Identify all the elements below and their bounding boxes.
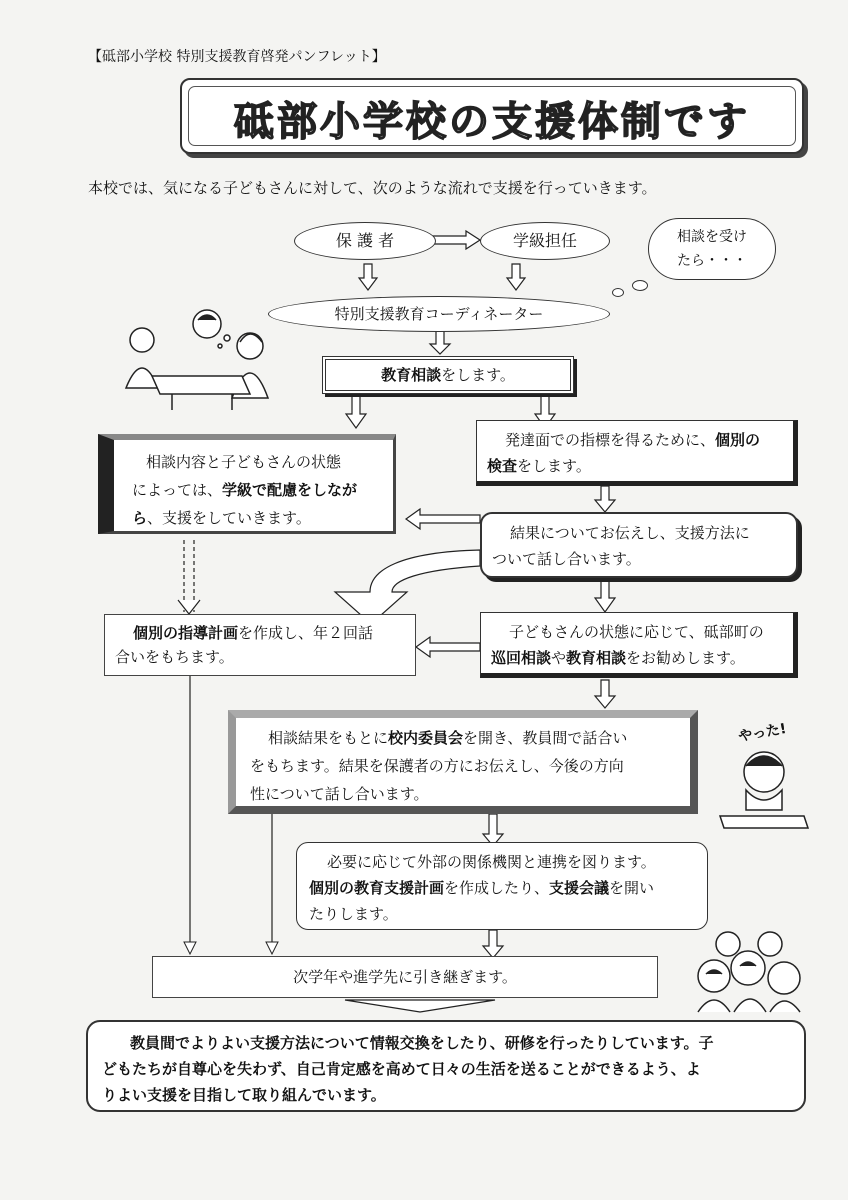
committee-bold: 校内委員会 [388, 729, 464, 747]
town-text: や [551, 649, 567, 667]
coordinator-node [268, 296, 610, 332]
consult-box [322, 356, 574, 394]
thought-bubble-dot [612, 288, 624, 297]
consultation-illustration [112, 308, 272, 414]
town-line-1: 子どもさんの状態に応じて、砥部町の [509, 623, 764, 641]
consult-text: をします。 [441, 366, 515, 384]
result-box [480, 512, 798, 578]
classroom-line-3: 、支援をしていきます。 [147, 509, 311, 527]
thought-cloud [648, 218, 776, 280]
external-bold-2: 支援会議 [549, 879, 610, 897]
children-illustration [688, 928, 814, 1014]
intro-text: 本校では、気になる子どもさんに対して、次のような流れで支援を行っていきます。 [88, 179, 657, 197]
plan-bold: 個別の指導計画 [133, 624, 239, 642]
guidance-plan-box [104, 614, 416, 676]
homeroom-label: 学級担任 [512, 231, 577, 250]
committee-line-2: をもちます。結果を保護者の方にお伝えし、今後の方向 [250, 757, 624, 775]
thought-line-2: たら・・・ [677, 253, 747, 269]
town-consult-box [480, 612, 798, 678]
external-text: を作成したり、 [444, 879, 550, 897]
thought-bubble-dot [632, 280, 648, 291]
result-line-2: ついて話し合います。 [492, 550, 641, 568]
classroom-bold: 学級で配慮をしなが [222, 481, 358, 499]
guardian-label: 保 護 者 [335, 231, 395, 250]
town-text-2: をお勧めします。 [626, 649, 745, 667]
coordinator-label: 特別支援教育コーディネーター [334, 305, 544, 323]
classroom-line-1: 相談内容と子どもさんの状態 [146, 453, 342, 471]
classroom-text: によっては、 [132, 481, 223, 499]
assessment-bold-2: 検査 [487, 457, 518, 475]
page-title: 砥部小学校の支援体制です [234, 99, 750, 145]
footer-line-3: りよい支援を目指して取り組んでいます。 [102, 1086, 386, 1104]
handover-box [152, 956, 658, 998]
result-line-1: 結果についてお伝えし、支援方法に [510, 524, 750, 542]
committee-text-2: を開き、教員間で話合い [463, 729, 628, 747]
external-text-2: を開い [609, 879, 655, 897]
footer-line-2: どもたちが自尊心を失わず、自己肯定感を高めて日々の生活を送ることができるよう、よ [102, 1060, 701, 1078]
assessment-text-2: をします。 [517, 457, 591, 475]
footer-box [86, 1020, 806, 1112]
external-bold-1: 個別の教育支援計画 [309, 879, 445, 897]
guardian-node [294, 222, 436, 260]
committee-box [228, 710, 698, 814]
header-note: 【砥部小学校 特別支援教育啓発パンフレット】 [88, 49, 386, 65]
consult-bold: 教育相談 [381, 366, 442, 384]
handover-label: 次学年や進学先に引き継ぎます。 [293, 968, 517, 986]
classroom-support-box [98, 434, 396, 534]
plan-line-2: 合いをもちます。 [115, 648, 234, 666]
external-line-3: たりします。 [309, 905, 398, 923]
external-agency-box [296, 842, 708, 930]
assessment-text: 発達面での指標を得るために、 [505, 431, 716, 449]
yatta-text: やった! [737, 720, 788, 746]
town-bold-2: 教育相談 [566, 649, 627, 667]
committee-text: 相談結果をもとに [268, 729, 389, 747]
assessment-bold: 個別の [715, 431, 761, 449]
homeroom-node [480, 222, 610, 260]
classroom-bold-2: ら [132, 509, 148, 527]
assessment-box [476, 420, 798, 486]
footer-line-1: 教員間でよりよい支援方法について情報交換をしたり、研修を行ったりしています。子 [130, 1034, 714, 1052]
town-bold-1: 巡回相談 [491, 649, 552, 667]
external-line-1: 必要に応じて外部の関係機関と連携を図ります。 [327, 853, 656, 871]
plan-text: を作成し、年２回話 [238, 624, 374, 642]
thought-line-1: 相談を受け [677, 229, 747, 245]
committee-line-3: 性について話し合います。 [250, 785, 429, 803]
